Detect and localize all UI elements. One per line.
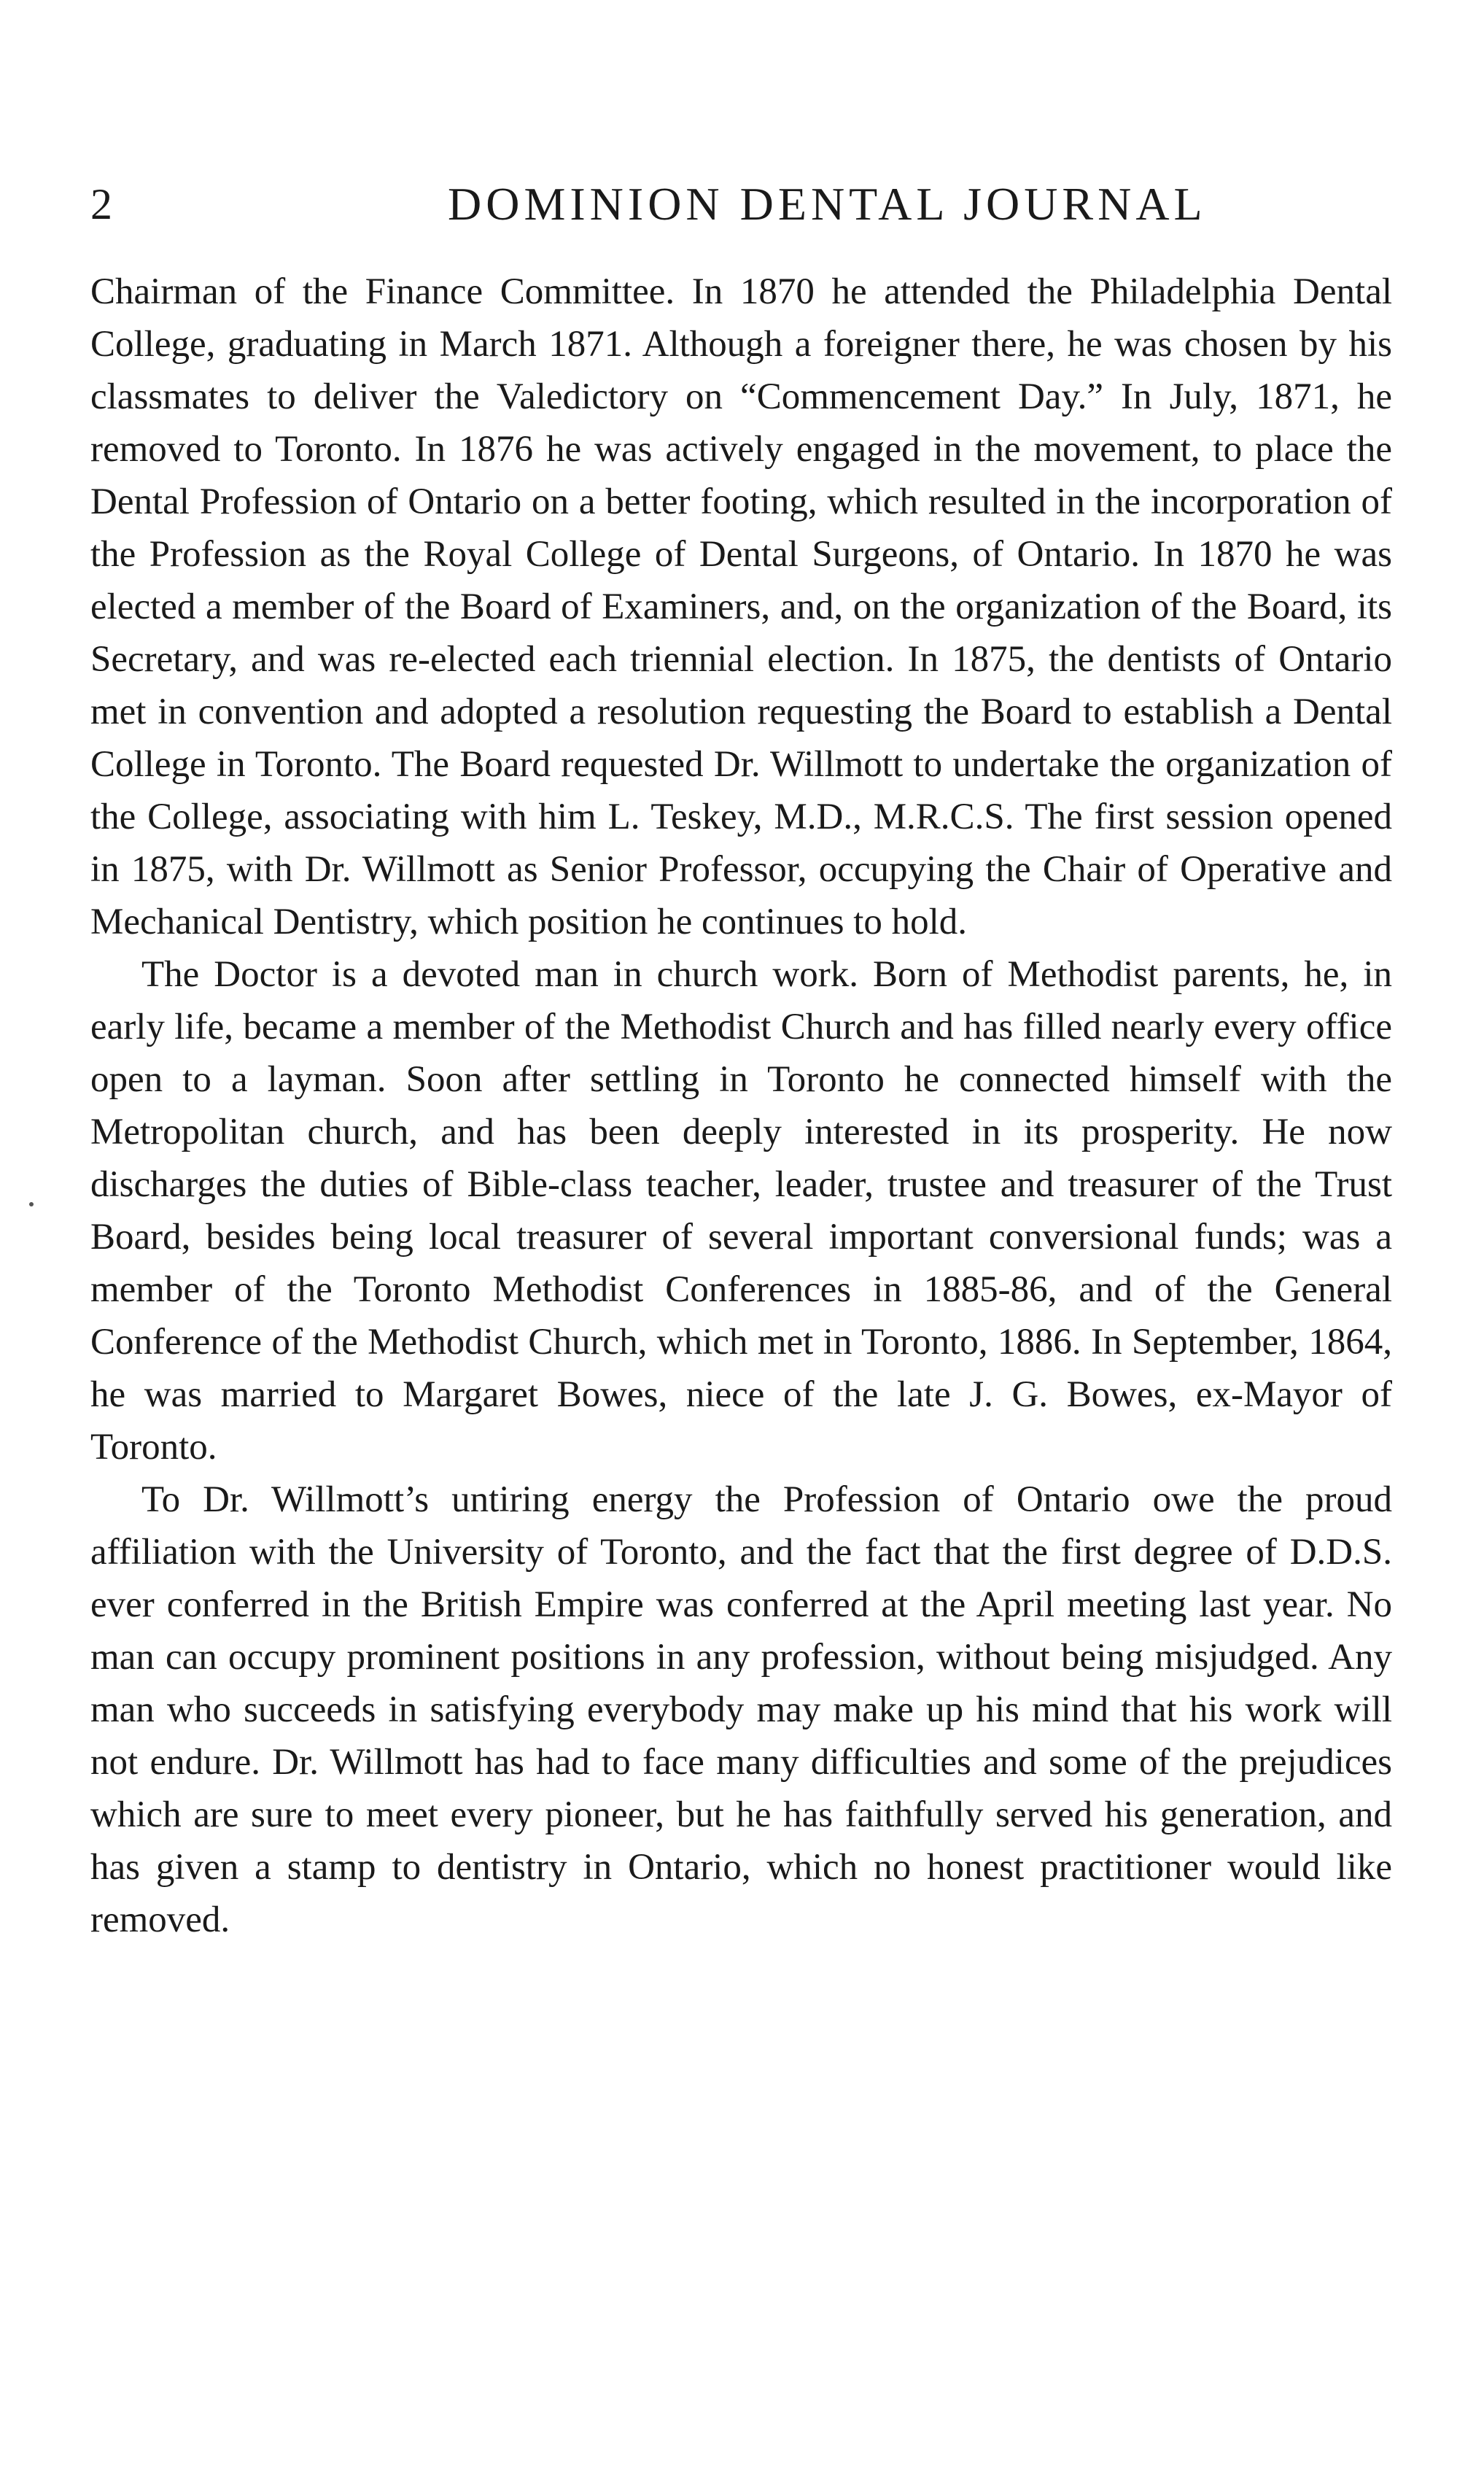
article-body bbox=[90, 266, 1392, 1946]
page-header bbox=[90, 171, 1403, 237]
running-head: DOMINION DENTAL JOURNAL bbox=[448, 178, 1207, 230]
stray-ink-mark bbox=[29, 1202, 34, 1206]
paragraph-university-affiliation: To Dr. Willmott’s untiring energy the Profession of Ontario owe the proud affiliation with the University of Toronto, and the fact that the first degree of D.D.S. ever conferred in the British Empire was conferred at the April meeting last year. No man can occupy prominent positions in any profession, without being misjudged. Any man who succeeds in satisfying everybody may make up his mind that his work will not endure. Dr. Willmott has had to face many difficulties and some of the prejudices which are sure to meet every pioneer, but he has faithfully served his generation, and has given a stamp to dentistry in Ontario, which no honest practitioner would like removed. bbox=[90, 1479, 1392, 1940]
paragraph-continuation: Chairman of the Finance Committee. In 1870 he attended the Philadelphia Dental College, graduating in March 1871. Although a foreigner there, he was chosen by his classmates to deliver the Valedictory on “Commencement Day.” In July, 1871, he removed to Toronto. In 1876 he was actively engaged in the movement, to place the Dental Profession of Ontario on a better footing, which resulted in the incorporation of the Profession as the Royal College of Dental Surgeons, of Ontario. In 1870 he was elected a member of the Board of Examiners, and, on the organization of the Board, its Secretary, and was re-elected each triennial election. In 1875, the dentists of Ontario met in convention and adopted a resolution requesting the Board to establish a Dental College in Toronto. The Board requested Dr. Willmott to undertake the organization of the College, associating with him L. Teskey, M.D., M.R.C.S. The first session opened in 1875, with Dr. Willmott as Senior Professor, occupying the Chair of Operative and Mechanical Dentistry, which position he continues to hold. bbox=[90, 271, 1392, 942]
page-number: 2 bbox=[90, 180, 112, 228]
paragraph-church-work: The Doctor is a devoted man in church work. Born of Methodist parents, he, in early life, became a member of the Methodist Church and has filled nearly every office open to a layman. Soon after settling in Toronto he connected himself with the Metropolitan church, and has been deeply interested in its prosperity. He now discharges the duties of Bible-class teacher, leader, trustee and treasurer of the Trust Board, besides being local treasurer of several important conversional funds; was a member of the Toronto Methodist Conferences in 1885-86, and of the General Conference of the Methodist Church, which met in Toronto, 1886. In September, 1864, he was married to Margaret Bowes, niece of the late J. G. Bowes, ex-Mayor of Toronto. bbox=[90, 954, 1392, 1468]
